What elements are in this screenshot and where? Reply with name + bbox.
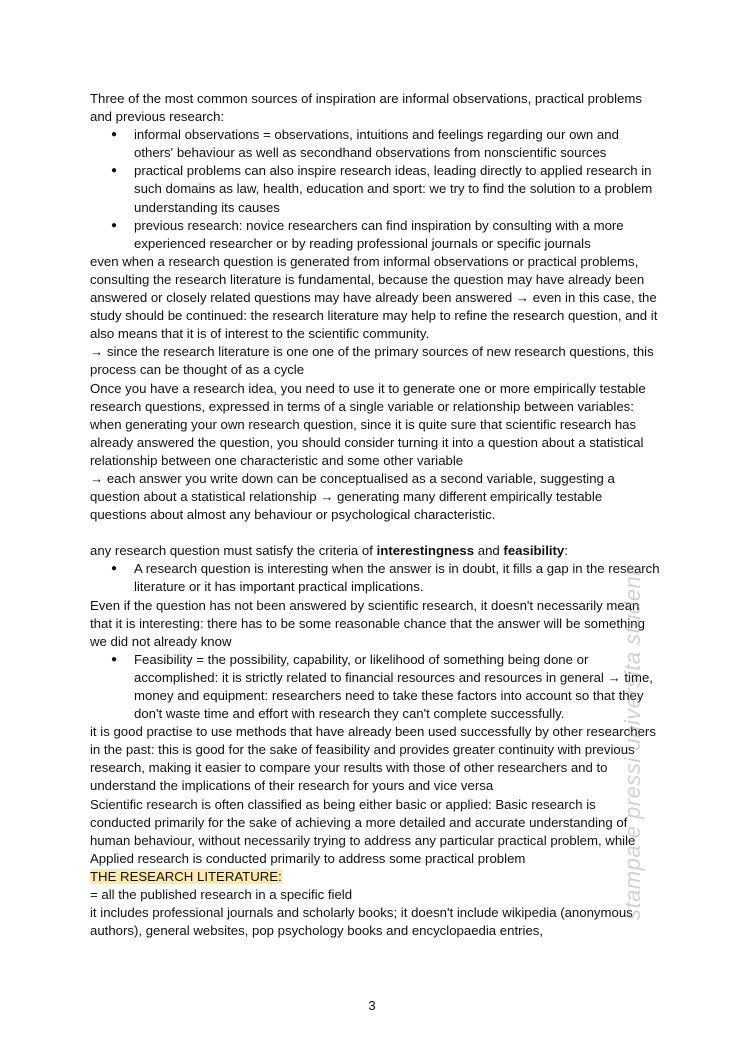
- paragraph: Even if the question has not been answered by scientific research, it doesn't necessarily mean that it is interesting: there has to be some reasonable chance that the answer will be something we did not already know: [90, 597, 645, 649]
- paragraph: Three of the most common sources of inspiration are informal observations, practical problems and previous research:: [90, 91, 642, 125]
- list-item: ● previous research: novice researchers can find inspiration by consulting with a more experienced researcher or by reading professional journals or specific journals: [134, 217, 660, 253]
- paragraph: even when a research question is generated from informal observations or practical problems, consulting the research literature is fundamental, because the question may have already been answered or closely related questions may have already been answered → even in this case, the study should be continued: the research literature may help to refine the research question, and it also means that it is of interest to the scientific community.: [90, 253, 658, 342]
- paragraph: it includes professional journals and scholarly books; it doesn't include wikipedia (anonymous authors), general websites, pop psychology books and encyclopaedia entries,: [90, 905, 633, 939]
- list-item: ● Feasibility = the possibility, capability, or likelihood of something being done or accomplished: it is strictly related to financial resources and resources in general → time, money and equipment: researchers need to take these factors into account so that they don't waste time and effort with research they can't complete successfully.: [134, 651, 660, 723]
- paragraph: → since the research literature is one one of the primary sources of new research questions, this process can be thought of as a cycle: [90, 344, 654, 378]
- watermark: stampa e pressi universita studenti: [620, 563, 645, 920]
- paragraph: Once you have a research idea, you need to use it to generate one or more empirically testable research questions, expressed in terms of a single variable or relationship between variables: when generating your own research question, since it is quite sure that scientific research has already answered the question, you should consider turning it into a question about a statistical relationship between one characteristic and some other variable: [90, 380, 646, 468]
- list-item: ● A research question is interesting when the answer is in doubt, it fills a gap in the research literature or it has important practical implications.: [134, 560, 660, 596]
- bullet-list: [90, 651, 660, 723]
- bold-term-interestingness: interestingness: [376, 543, 475, 559]
- page-number: 3: [368, 998, 376, 1013]
- paragraph: Scientific research is often classified as being either basic or applied: Basic research is conducted primarily for the sake of achieving a more detailed and accurate understanding of human behaviour, without necessarily trying to address any particular practical problem, while Applied research is conducted primarily to address some practical problem: [90, 796, 636, 866]
- bullet-list: [90, 560, 660, 596]
- spacer: [90, 524, 660, 542]
- paragraph: it is good practise to use methods that have already been used successfully by other researchers in the past: this is good for the sake of feasibility and provides greater continuity with previous research, making it easier to compare your results with those of other researchers and to understand the implications of their research for yours and vice versa: [90, 724, 656, 794]
- list-item: ● informal observations = observations, intuitions and feelings regarding our own and others' behaviour as well as secondhand observations from nonscientific sources: [134, 126, 660, 162]
- criteria-paragraph: [90, 542, 660, 560]
- section-heading: [90, 868, 660, 886]
- paragraph: = all the published research in a specific field: [90, 887, 353, 903]
- text-run: any research question must satisfy the criteria of: [90, 543, 377, 559]
- bold-term-feasibility: feasibility: [503, 543, 565, 559]
- list-item: ● practical problems can also inspire research ideas, leading directly to applied research in such domains as law, health, education and sport: we try to find the solution to a problem understanding its causes: [134, 162, 660, 216]
- text-run: and: [474, 543, 504, 559]
- text-run: :: [564, 543, 568, 559]
- bullet-list: [90, 126, 660, 253]
- paragraph: → each answer you write down can be conceptualised as a second variable, suggesting a question about a statistical relationship → generating many different empirically testable questions about almost any behaviour or psychological characteristic.: [90, 470, 615, 523]
- highlighted-heading: THE RESEARCH LITERATURE:: [90, 868, 282, 884]
- document-body: [90, 90, 660, 940]
